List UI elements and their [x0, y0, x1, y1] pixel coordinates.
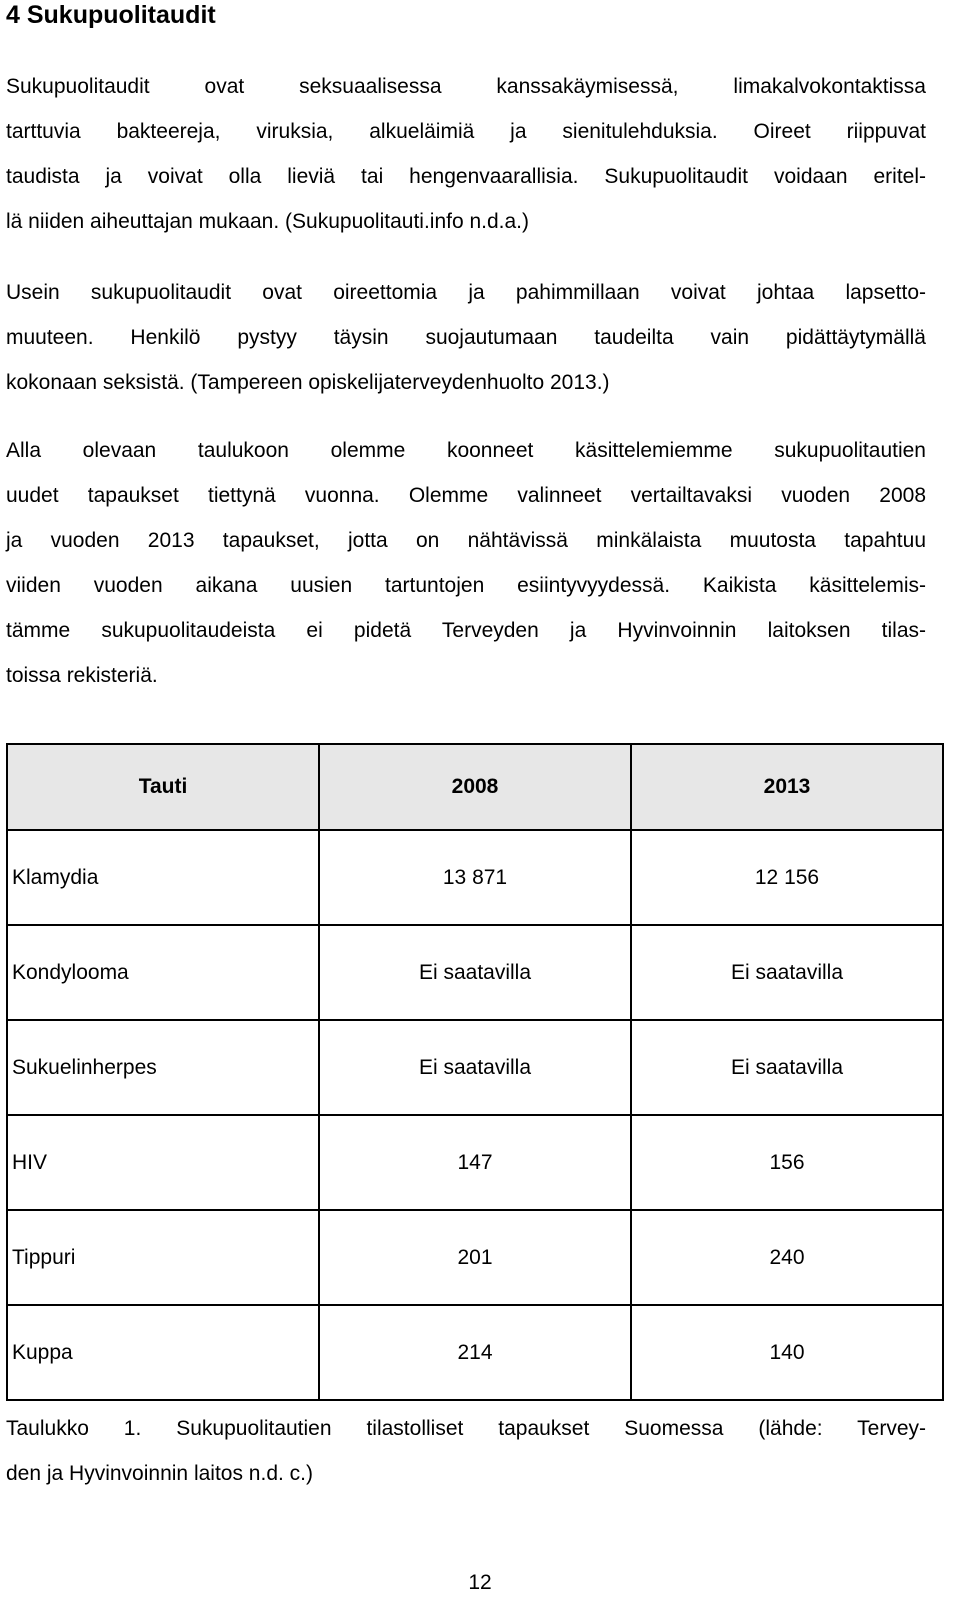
header-year-2008: 2008	[319, 744, 631, 830]
paragraph-table-intro	[6, 428, 926, 698]
text-line: lä niiden aiheuttajan mukaan. (Sukupuolitauti.info n.d.a.)	[6, 210, 530, 233]
disease-cell: Kuppa	[7, 1305, 319, 1400]
value-2008-cell: Ei saatavilla	[319, 925, 631, 1020]
text-line: Usein sukupuolitaudit ovat oireettomia ja pahimmillaan voivat johtaa lapsetto-	[6, 281, 926, 304]
value-2008-cell: 214	[319, 1305, 631, 1400]
text-line: toissa rekisteriä.	[6, 664, 158, 687]
text-line: Alla olevaan taulukoon olemme koonneet käsittelemiemme sukupuolitautien	[6, 439, 926, 462]
value-2008-cell: 13 871	[319, 830, 631, 925]
text-line: muuteen. Henkilö pystyy täysin suojautumaan taudeilta vain pidättäytymällä	[6, 326, 926, 349]
value-2013-cell: 12 156	[631, 830, 943, 925]
table-header-row	[7, 744, 943, 830]
value-2013-cell: Ei saatavilla	[631, 1020, 943, 1115]
value-2013-cell: 240	[631, 1210, 943, 1305]
std-cases-table	[6, 743, 944, 1401]
value-2008-cell: Ei saatavilla	[319, 1020, 631, 1115]
table-row	[7, 1210, 943, 1305]
disease-cell: Kondylooma	[7, 925, 319, 1020]
text-line: tarttuvia bakteereja, viruksia, alkueläimiä ja sienitulehduksia. Oireet riippuvat	[6, 120, 926, 143]
paragraph-intro	[6, 64, 926, 244]
header-disease: Tauti	[7, 744, 319, 830]
table-row	[7, 1020, 943, 1115]
text-line: Sukupuolitaudit ovat seksuaalisessa kanssakäymisessä, limakalvokontaktissa	[6, 75, 926, 98]
value-2013-cell: 156	[631, 1115, 943, 1210]
caption-line: Taulukko 1. Sukupuolitautien tilastolliset tapaukset Suomessa (lähde: Tervey-	[6, 1417, 926, 1440]
disease-cell: HIV	[7, 1115, 319, 1210]
text-line: taudista ja voivat olla lieviä tai hengenvaarallisia. Sukupuolitaudit voidaan eritel-	[6, 165, 926, 188]
disease-cell: Sukuelinherpes	[7, 1020, 319, 1115]
value-2013-cell: Ei saatavilla	[631, 925, 943, 1020]
value-2008-cell: 201	[319, 1210, 631, 1305]
header-year-2013: 2013	[631, 744, 943, 830]
table-row	[7, 925, 943, 1020]
disease-cell: Klamydia	[7, 830, 319, 925]
section-heading: 4 Sukupuolitaudit	[6, 1, 216, 29]
text-line: kokonaan seksistä. (Tampereen opiskelijaterveydenhuolto 2013.)	[6, 371, 610, 394]
table-row	[7, 1305, 943, 1400]
paragraph-symptoms	[6, 270, 926, 405]
value-2008-cell: 147	[319, 1115, 631, 1210]
text-line: tämme sukupuolitaudeista ei pidetä Terveyden ja Hyvinvoinnin laitoksen tilas-	[6, 619, 926, 642]
text-line: viiden vuoden aikana uusien tartuntojen esiintyvyydessä. Kaikista käsittelemis-	[6, 574, 926, 597]
value-2013-cell: 140	[631, 1305, 943, 1400]
table-caption	[6, 1406, 926, 1496]
text-line: uudet tapaukset tiettynä vuonna. Olemme valinneet vertailtavaksi vuoden 2008	[6, 484, 926, 507]
text-line: ja vuoden 2013 tapaukset, jotta on nähtävissä minkälaista muutosta tapahtuu	[6, 529, 926, 552]
table-row	[7, 1115, 943, 1210]
disease-cell: Tippuri	[7, 1210, 319, 1305]
page-number: 12	[468, 1571, 492, 1594]
caption-line: den ja Hyvinvoinnin laitos n.d. c.)	[6, 1462, 313, 1485]
table-row	[7, 830, 943, 925]
